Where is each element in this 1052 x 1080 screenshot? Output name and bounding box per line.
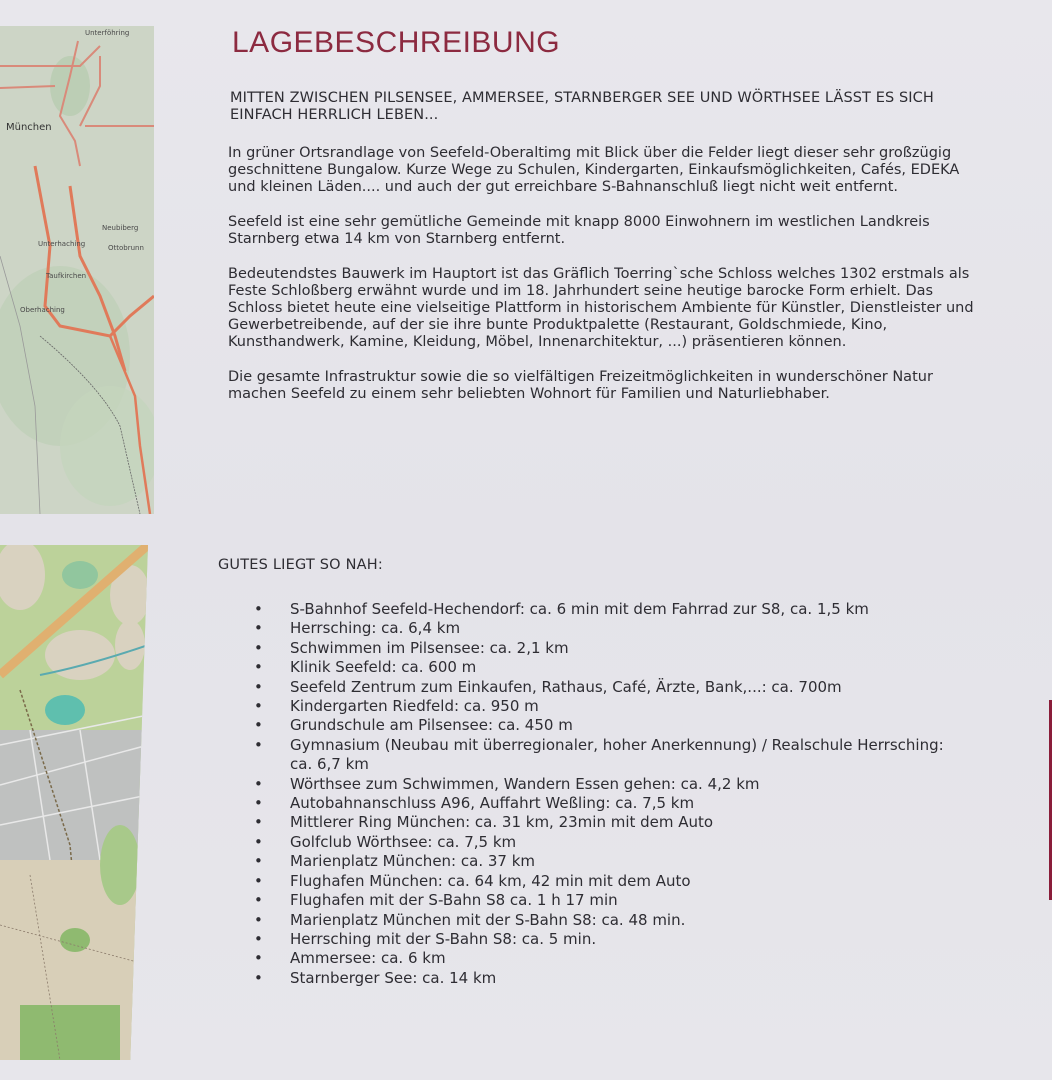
list-item: • Autobahnanschluss A96, Auffahrt Weßling: ca. 7,5 km — [250, 794, 950, 813]
list-item: • Gymnasium (Neubau mit überregionaler, hoher Anerkennung) / Realschule Herrsching: ca. 6,7 km — [250, 736, 950, 775]
map-label-ottobrunn: Ottobrunn — [108, 244, 144, 252]
overview-map-graphic — [0, 26, 154, 514]
paragraph-community: Seefeld ist eine sehr gemütliche Gemeinde mit knapp 8000 Einwohnern im westlichen Landkreis Starnberg etwa 14 km von Starnberg entfernt. — [228, 214, 930, 247]
list-item: • Grundschule am Pilsensee: ca. 450 m — [250, 716, 950, 735]
list-item: • Herrsching: ca. 6,4 km — [250, 619, 950, 638]
list-item: • Marienplatz München: ca. 37 km — [250, 852, 950, 871]
paragraph-castle: Bedeutendstes Bauwerk im Hauptort ist das Gräflich Toerring`sche Schloss welches 1302 erstmals als Feste Schloßberg erwähnt wurde und im 18. Jahrhundert seine heutige barocke Form erhielt. Das Schloss bietet heute eine vielseitige Plattform in historischem Ambiente für Künstler, Dienstleister und Gewerbetreibende, auf der sie ihre bunte Produktpalette (Restaurant, Goldschmiede, Kino, Kunsthandwerk, Kamine, Kleidung, Möbel, Innenarchitektur, ...) präsentieren können. — [228, 266, 974, 350]
list-item: • Seefeld Zentrum zum Einkaufen, Rathaus, Café, Ärzte, Bank,...: ca. 700m — [250, 678, 950, 697]
overview-map — [0, 26, 154, 514]
list-item: • Wörthsee zum Schwimmen, Wandern Essen gehen: ca. 4,2 km — [250, 775, 950, 794]
nearby-heading: GUTES LIEGT SO NAH: — [218, 557, 383, 573]
intro-headline: MITTEN ZWISCHEN PILSENSEE, AMMERSEE, STARNBERGER SEE UND WÖRTHSEE LÄSST ES SICH EINFACH HERRLICH LEBEN... — [230, 90, 934, 123]
list-item: • Ammersee: ca. 6 km — [250, 949, 950, 968]
location-description — [222, 26, 1002, 403]
list-item: • Flughafen mit der S-Bahn S8 ca. 1 h 17 min — [250, 891, 950, 910]
list-item: • Golfclub Wörthsee: ca. 7,5 km — [250, 833, 950, 852]
map-label-neubiberg: Neubiberg — [102, 224, 139, 232]
map-label-oberhaching: Oberhaching — [20, 306, 65, 314]
page-title: LAGEBESCHREIBUNG — [232, 26, 561, 59]
map-label-unterfoehring: Unterföhring — [85, 29, 130, 37]
map-label-muenchen: München — [6, 122, 52, 133]
list-item: • Starnberger See: ca. 14 km — [250, 969, 950, 988]
map-label-taufkirchen: Taufkirchen — [46, 272, 87, 280]
detail-map-graphic — [0, 545, 148, 1060]
paragraph-location: In grüner Ortsrandlage von Seefeld-Oberaltimg mit Blick über die Felder liegt dieser sehr großzügig geschnittene Bungalow. Kurze Wege zu Schulen, Kindergarten, Einkaufsmöglichkeiten, Cafés, EDEKA und kleinen Läden.... und auch der gut erreichbare S-Bahnanschluß liegt nicht weit entfernt. — [228, 145, 960, 195]
list-item: • Marienplatz München mit der S-Bahn S8: ca. 48 min. — [250, 911, 950, 930]
list-item: • S-Bahnhof Seefeld-Hechendorf: ca. 6 min mit dem Fahrrad zur S8, ca. 1,5 km — [250, 600, 950, 619]
list-item: • Flughafen München: ca. 64 km, 42 min mit dem Auto — [250, 872, 950, 891]
nearby-list — [250, 600, 950, 988]
detail-map — [0, 545, 148, 1060]
paragraph-infrastructure: Die gesamte Infrastruktur sowie die so vielfältigen Freizeitmöglichkeiten in wunderschöner Natur machen Seefeld zu einem sehr beliebten Wohnort für Familien und Naturliebhaber. — [228, 369, 933, 402]
list-item: • Mittlerer Ring München: ca. 31 km, 23min mit dem Auto — [250, 813, 950, 832]
list-item: • Herrsching mit der S-Bahn S8: ca. 5 min. — [250, 930, 950, 949]
map-label-unterhaching: Unterhaching — [38, 240, 86, 248]
list-item: • Schwimmen im Pilsensee: ca. 2,1 km — [250, 639, 950, 658]
list-item: • Klinik Seefeld: ca. 600 m — [250, 658, 950, 677]
list-item: • Kindergarten Riedfeld: ca. 950 m — [250, 697, 950, 716]
